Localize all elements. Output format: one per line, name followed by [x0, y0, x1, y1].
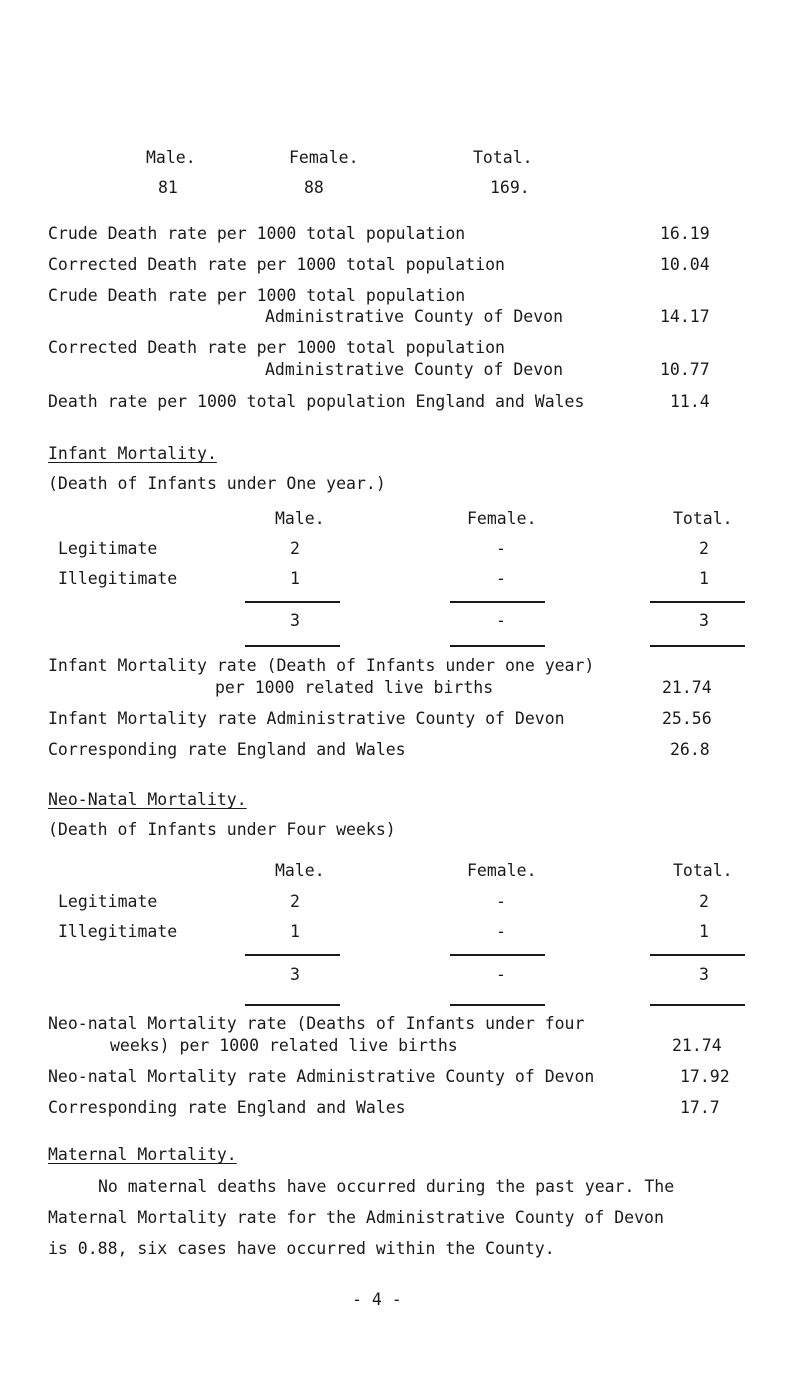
neonatal-rate-value: 17.7	[680, 1098, 720, 1117]
neonatal-rate-value: 17.92	[680, 1067, 730, 1086]
neonatal-row-total: 1	[699, 922, 709, 941]
rate-label: Crude Death rate per 1000 total population	[48, 224, 466, 243]
neonatal-rate-value: 21.74	[672, 1036, 722, 1055]
summary-header-female: Female.	[289, 148, 359, 167]
neonatal-row-male: 1	[290, 922, 300, 941]
infant-rate-label-cont: per 1000 related live births	[215, 678, 494, 697]
infant-total-female: -	[496, 611, 506, 630]
rate-label-cont: Administrative County of Devon	[265, 360, 564, 379]
infant-row-male: 2	[290, 539, 300, 558]
infant-rate-label: Infant Mortality rate (Death of Infants under one year)	[48, 656, 595, 675]
neonatal-row-label: Illegitimate	[58, 922, 178, 941]
neonatal-header-total: Total.	[673, 861, 733, 880]
neonatal-row-total: 2	[699, 892, 709, 911]
neonatal-header-male: Male.	[275, 861, 325, 880]
summary-value-female: 88	[304, 178, 324, 197]
neonatal-rate-label: Corresponding rate England and Wales	[48, 1098, 406, 1117]
rate-label-cont: Administrative County of Devon	[265, 307, 564, 326]
neonatal-rule-female-bottom	[450, 1004, 545, 1006]
summary-header-total: Total.	[473, 148, 533, 167]
infant-rate-value: 25.56	[662, 709, 712, 728]
rate-value: 10.77	[660, 360, 710, 379]
neonatal-total-total: 3	[699, 965, 709, 984]
neonatal-rule-total-top	[650, 954, 745, 956]
maternal-paragraph-line: is 0.88, six cases have occurred within the County.	[48, 1239, 555, 1258]
infant-total-total: 3	[699, 611, 709, 630]
infant-row-female: -	[496, 569, 506, 588]
infant-rule-female-bottom	[450, 645, 545, 647]
neonatal-rule-female-top	[450, 954, 545, 956]
neonatal-total-female: -	[496, 965, 506, 984]
infant-section-subtitle: (Death of Infants under One year.)	[48, 474, 386, 493]
neonatal-section-title: Neo-Natal Mortality.	[48, 790, 247, 809]
neonatal-section-subtitle: (Death of Infants under Four weeks)	[48, 820, 396, 839]
neonatal-total-male: 3	[290, 965, 300, 984]
neonatal-rule-male-top	[245, 954, 340, 956]
infant-row-label: Legitimate	[58, 539, 158, 558]
rate-value: 14.17	[660, 307, 710, 326]
infant-section-title: Infant Mortality.	[48, 444, 217, 463]
neonatal-row-male: 2	[290, 892, 300, 911]
infant-rate-label: Infant Mortality rate Administrative County of Devon	[48, 709, 565, 728]
infant-rate-label: Corresponding rate England and Wales	[48, 740, 406, 759]
rate-label: Corrected Death rate per 1000 total population	[48, 338, 505, 357]
infant-row-male: 1	[290, 569, 300, 588]
neonatal-rule-total-bottom	[650, 1004, 745, 1006]
infant-header-male: Male.	[275, 509, 325, 528]
infant-rule-male-bottom	[245, 645, 340, 647]
maternal-paragraph-line: No maternal deaths have occurred during the past year. The	[98, 1177, 675, 1196]
maternal-paragraph-line: Maternal Mortality rate for the Administrative County of Devon	[48, 1208, 664, 1227]
neonatal-rate-label: Neo-natal Mortality rate Administrative County of Devon	[48, 1067, 595, 1086]
infant-rule-total-top	[650, 601, 745, 603]
infant-header-total: Total.	[673, 509, 733, 528]
rate-label: Corrected Death rate per 1000 total population	[48, 255, 505, 274]
infant-rate-value: 26.8	[670, 740, 710, 759]
infant-rule-total-bottom	[650, 645, 745, 647]
infant-rate-value: 21.74	[662, 678, 712, 697]
neonatal-rule-male-bottom	[245, 1004, 340, 1006]
neonatal-header-female: Female.	[467, 861, 537, 880]
infant-rule-male-top	[245, 601, 340, 603]
infant-row-total: 2	[699, 539, 709, 558]
summary-value-male: 81	[158, 178, 178, 197]
neonatal-row-label: Legitimate	[58, 892, 158, 911]
rate-value: 11.4	[670, 392, 710, 411]
rate-label: Death rate per 1000 total population England and Wales	[48, 392, 585, 411]
rate-value: 16.19	[660, 224, 710, 243]
neonatal-row-female: -	[496, 892, 506, 911]
infant-row-female: -	[496, 539, 506, 558]
infant-header-female: Female.	[467, 509, 537, 528]
neonatal-rate-label: Neo-natal Mortality rate (Deaths of Infants under four	[48, 1014, 585, 1033]
rate-label: Crude Death rate per 1000 total population	[48, 286, 466, 305]
infant-row-total: 1	[699, 569, 709, 588]
infant-total-male: 3	[290, 611, 300, 630]
maternal-section-title: Maternal Mortality.	[48, 1145, 237, 1164]
summary-value-total: 169.	[490, 178, 530, 197]
infant-rule-female-top	[450, 601, 545, 603]
neonatal-row-female: -	[496, 922, 506, 941]
neonatal-rate-label-cont: weeks) per 1000 related live births	[110, 1036, 458, 1055]
rate-value: 10.04	[660, 255, 710, 274]
page-number: - 4 -	[352, 1290, 402, 1309]
summary-header-male: Male.	[146, 148, 196, 167]
infant-row-label: Illegitimate	[58, 569, 178, 588]
